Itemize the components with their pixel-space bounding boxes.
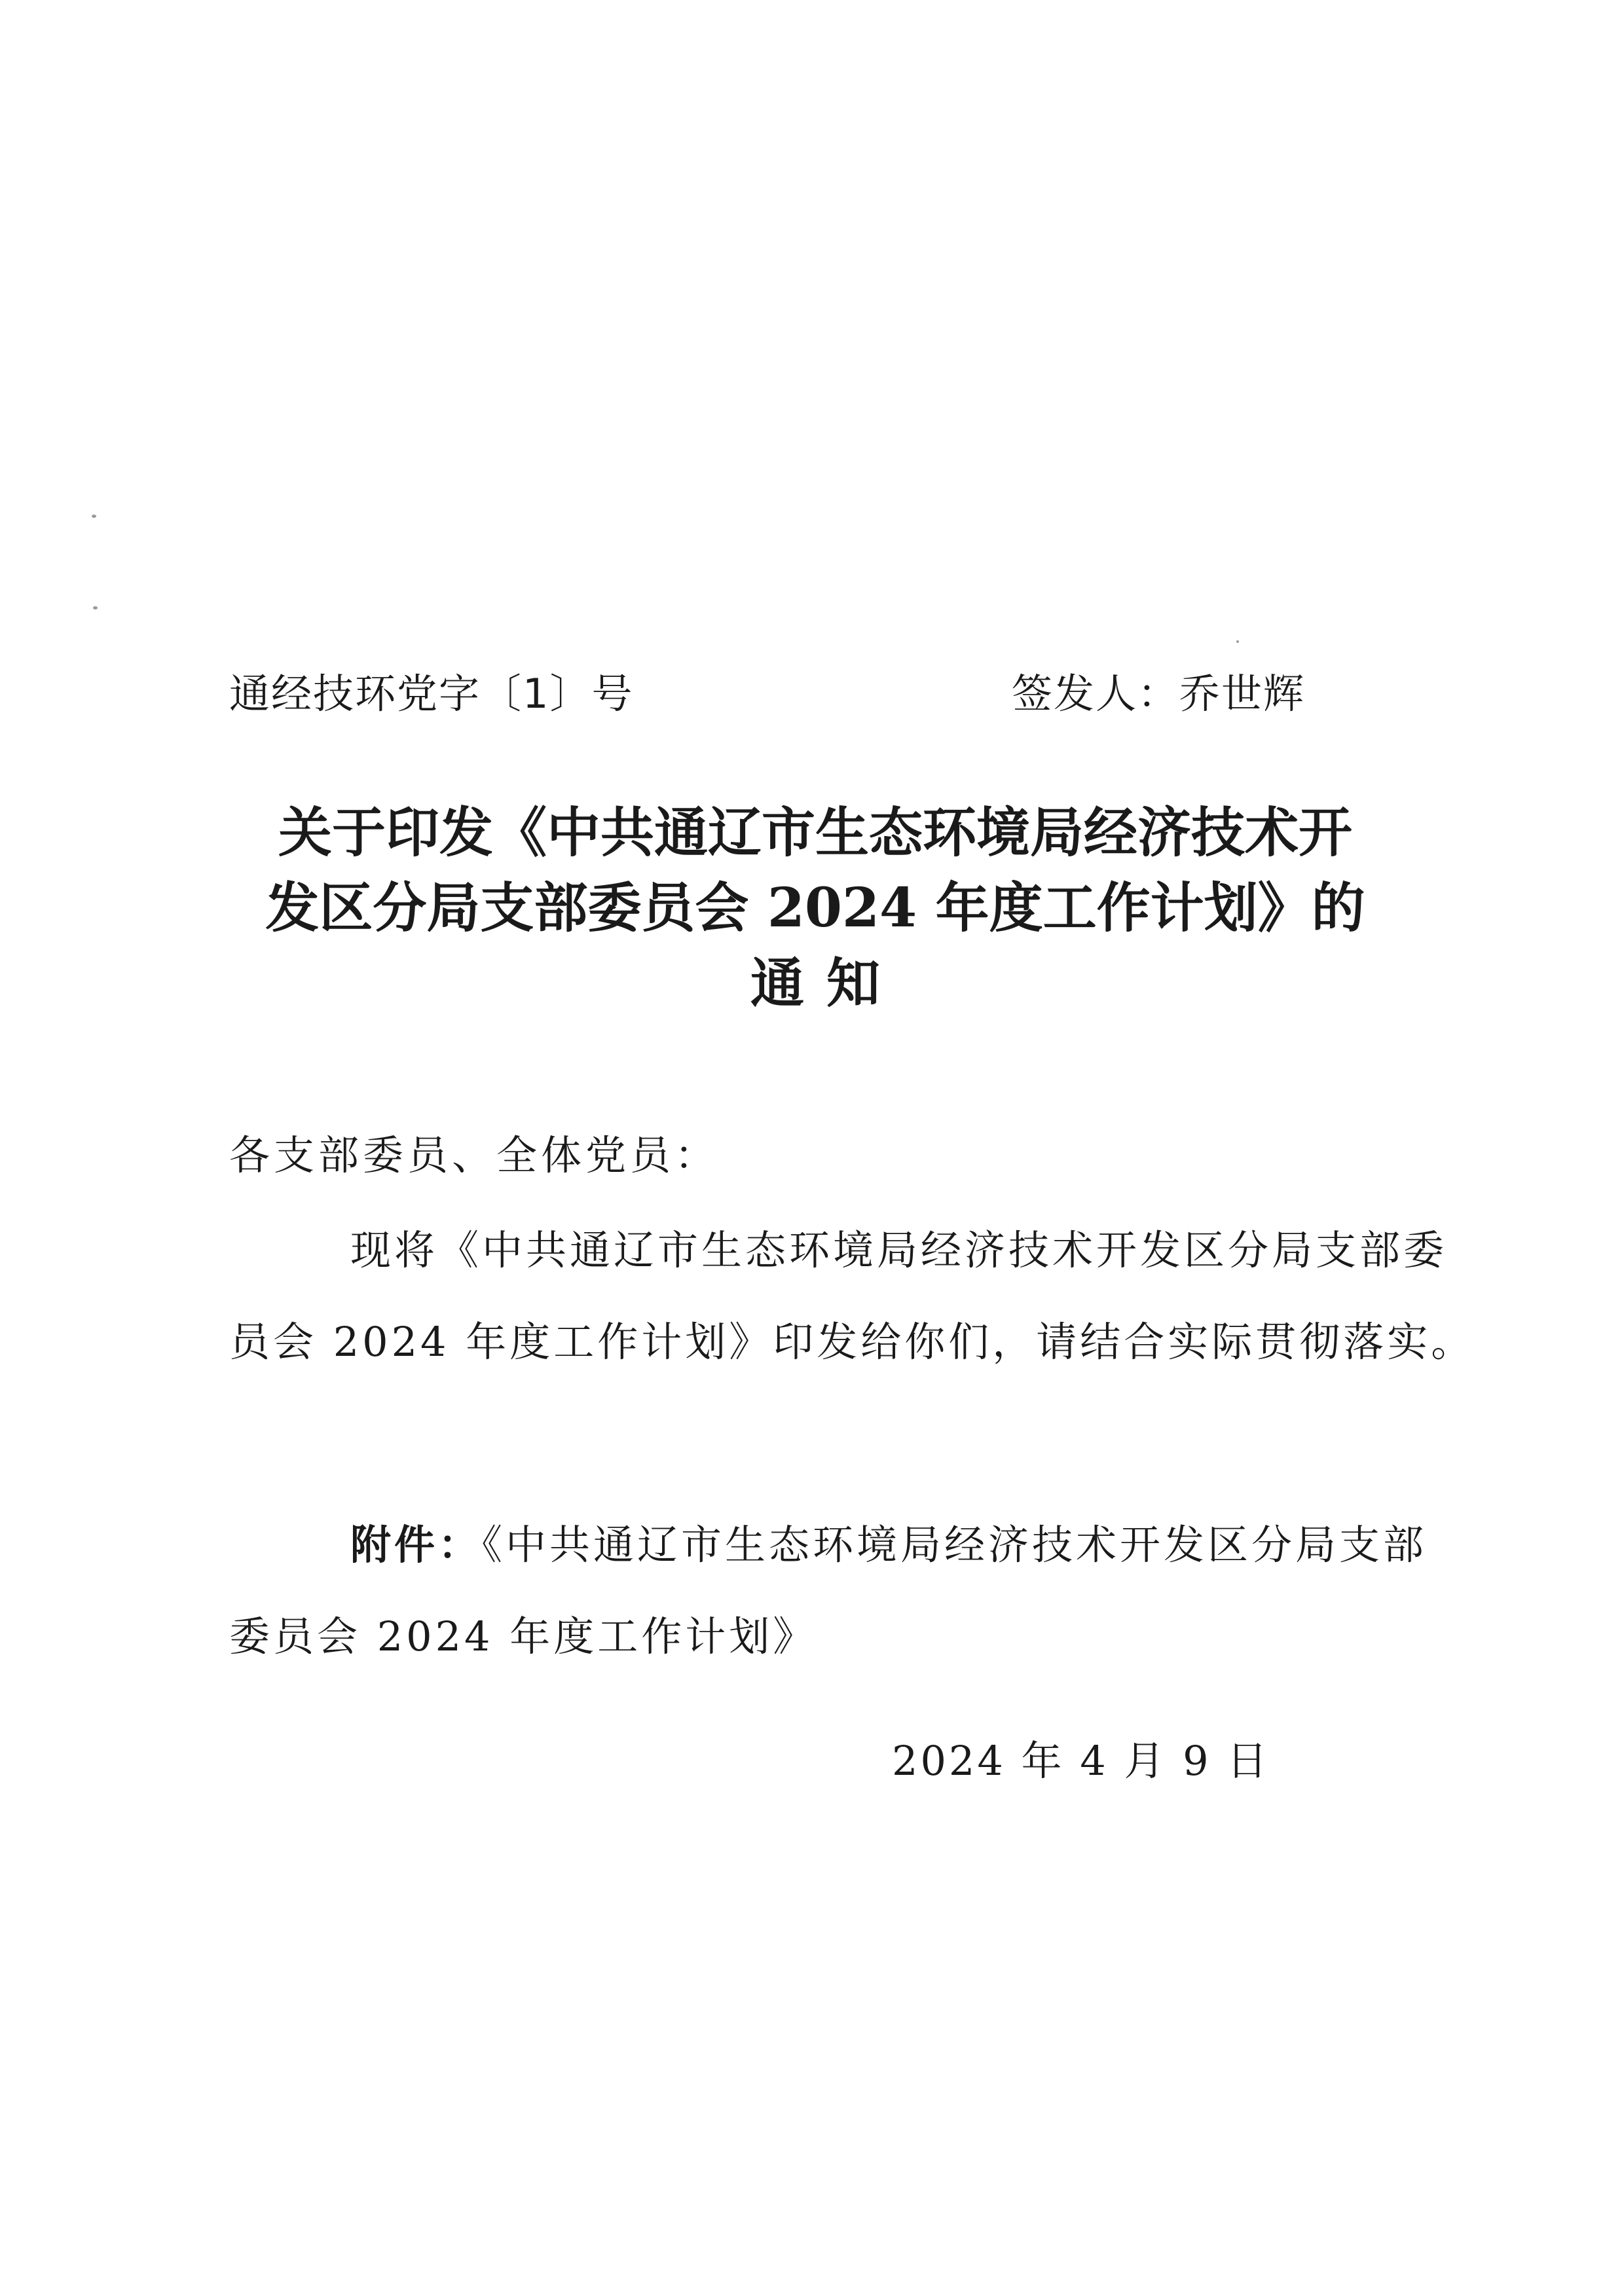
- body-line-2: 员会 2024 年度工作计划》印发给你们，请结合实际贯彻落实。: [229, 1318, 1475, 1366]
- attachment-line-1: [229, 1499, 1428, 1591]
- scan-speck: [93, 606, 98, 610]
- document-date: 2024 年 4 月 9 日: [892, 1737, 1270, 1785]
- attachment-line-2: 委员会 2024 年度工作计划》: [229, 1613, 817, 1660]
- salutation: 各支部委员、全体党员：: [229, 1131, 720, 1179]
- scan-speck: [1236, 640, 1239, 643]
- body-paragraph: [229, 1205, 1475, 1388]
- document-header: [229, 661, 1342, 727]
- attachment-note: [229, 1499, 1428, 1683]
- signer: 签发人：乔世辉: [1012, 670, 1306, 718]
- attachment-title-start: 《中共通辽市生态环境局经济技术开发区分局支部: [482, 1521, 1428, 1569]
- document-title: [216, 795, 1414, 1021]
- scan-speck: [92, 515, 96, 518]
- title-line-3: 通知: [750, 952, 902, 1015]
- title-line-1: 关于印发《中共通辽市生态环境局经济技术开: [278, 801, 1352, 864]
- title-line-2: 发区分局支部委员会 2024 年度工作计划》的: [265, 877, 1365, 939]
- body-line-1: 现将《中共通辽市生态环境局经济技术开发区分局支部委: [350, 1226, 1448, 1274]
- document-number: 通经技环党字〔1〕号: [229, 670, 634, 718]
- attachment-label: 附件：: [350, 1521, 483, 1569]
